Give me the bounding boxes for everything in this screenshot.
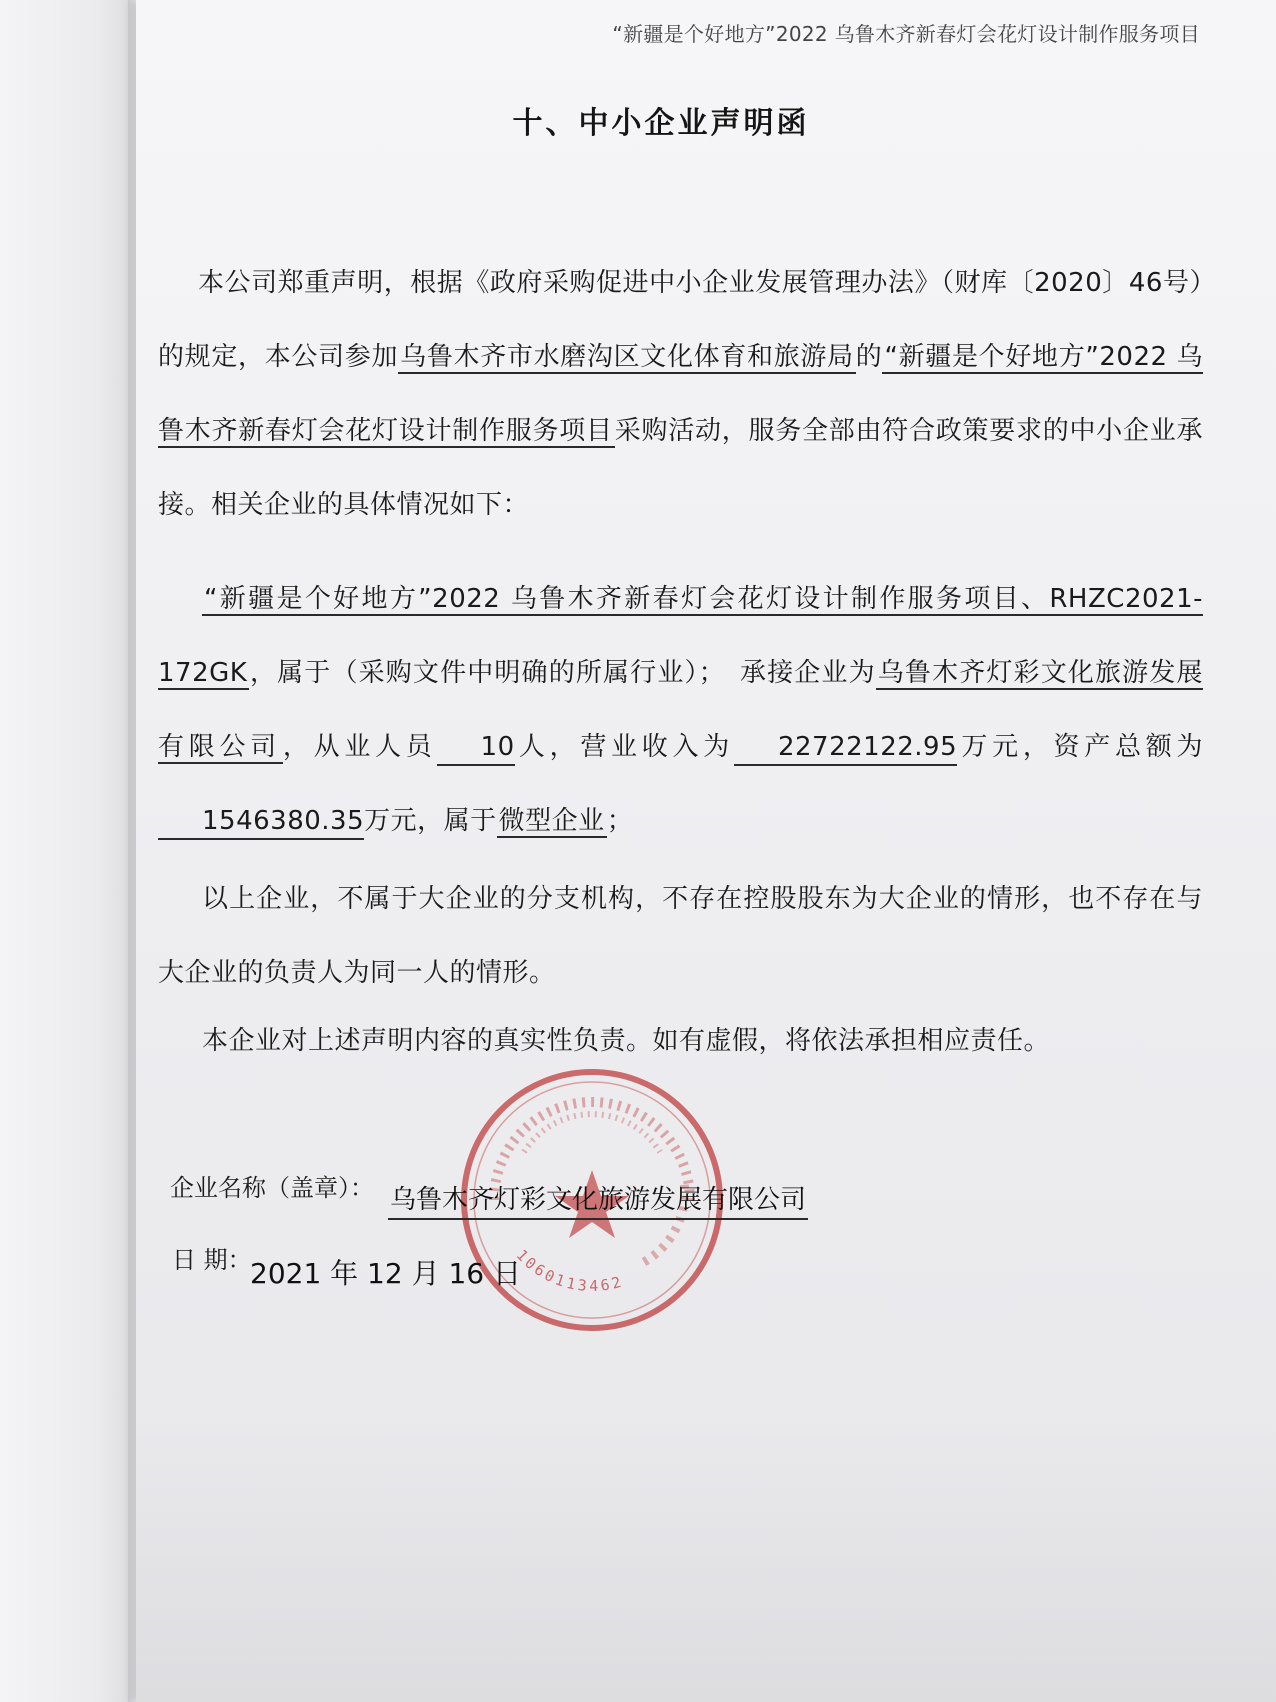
background-left [0, 0, 140, 1702]
document-title: 十、中小企业声明函 [512, 106, 810, 141]
staff-count: 10 [437, 730, 515, 766]
p2-text-c: 人，营业收入为 [514, 732, 734, 762]
declaration-paragraph-2 [158, 562, 1203, 858]
enterprise-size-type: 微型企业 [498, 806, 605, 836]
date-label: 日 期： [172, 1246, 252, 1274]
p1-text-a: 本公司郑重声明，根据《政府采购促进中小企业发展管理办法》（财库〔2020〕46号）的规定，本公司参加 [158, 268, 1203, 372]
p2-text-f: ； [606, 806, 634, 836]
p1-text-b: 的 [855, 342, 883, 372]
p2-text-b: ，从业人员 [282, 732, 437, 762]
total-assets-value: 1546380.35 [158, 804, 364, 840]
p2-text-e: 万元，属于 [364, 806, 497, 836]
p2-text-d: 万元，资产总额为 [957, 732, 1203, 762]
signing-date: 2021 年 12 月 16 日 [250, 1257, 522, 1290]
declaration-paragraph-3: 以上企业，不属于大企业的分支机构，不存在控股股东为大企业的情形，也不存在与大企业的负责人为同一人的情形。 [158, 884, 1203, 988]
project-name: “新疆是个好地方”2022 乌鲁木齐新春灯会花灯设计制作服务项目 [158, 342, 1203, 446]
purchaser-name: 乌鲁木齐市水磨沟区文化体育和旅游局 [400, 342, 854, 372]
signing-company-name: 乌鲁木齐灯彩文化旅游发展有限公司 [388, 1182, 808, 1220]
declaration-paragraph-1 [158, 246, 1203, 542]
company-name-label: 企业名称（盖章）： [170, 1174, 374, 1202]
contractor-company: 乌鲁木齐灯彩文化旅游发展有限公司 [158, 658, 1203, 762]
declaration-paragraph-4: 本企业对上述声明内容的真实性负责。如有虚假，将依法承担相应责任。 [202, 1026, 1051, 1056]
p1-text-c: 采购活动，服务全部由符合政策要求的中小企业承接。相关企业的具体情况如下： [158, 416, 1203, 520]
seal-number: 1060113462 [512, 1245, 626, 1296]
page-shadow [136, 1420, 1276, 1702]
revenue-value: 22722122.95 [734, 730, 957, 766]
p2-text-a: ，属于（采购文件中明确的所属行业）； 承接企业为 [249, 658, 876, 688]
running-header: “新疆是个好地方”2022 乌鲁木齐新春灯会花灯设计制作服务项目 [612, 22, 1200, 46]
svg-text:1060113462 [513, 1246, 626, 1295]
project-reference: “新疆是个好地方”2022 乌鲁木齐新春灯会花灯设计制作服务项目、RHZC2021-172GK [158, 584, 1203, 688]
